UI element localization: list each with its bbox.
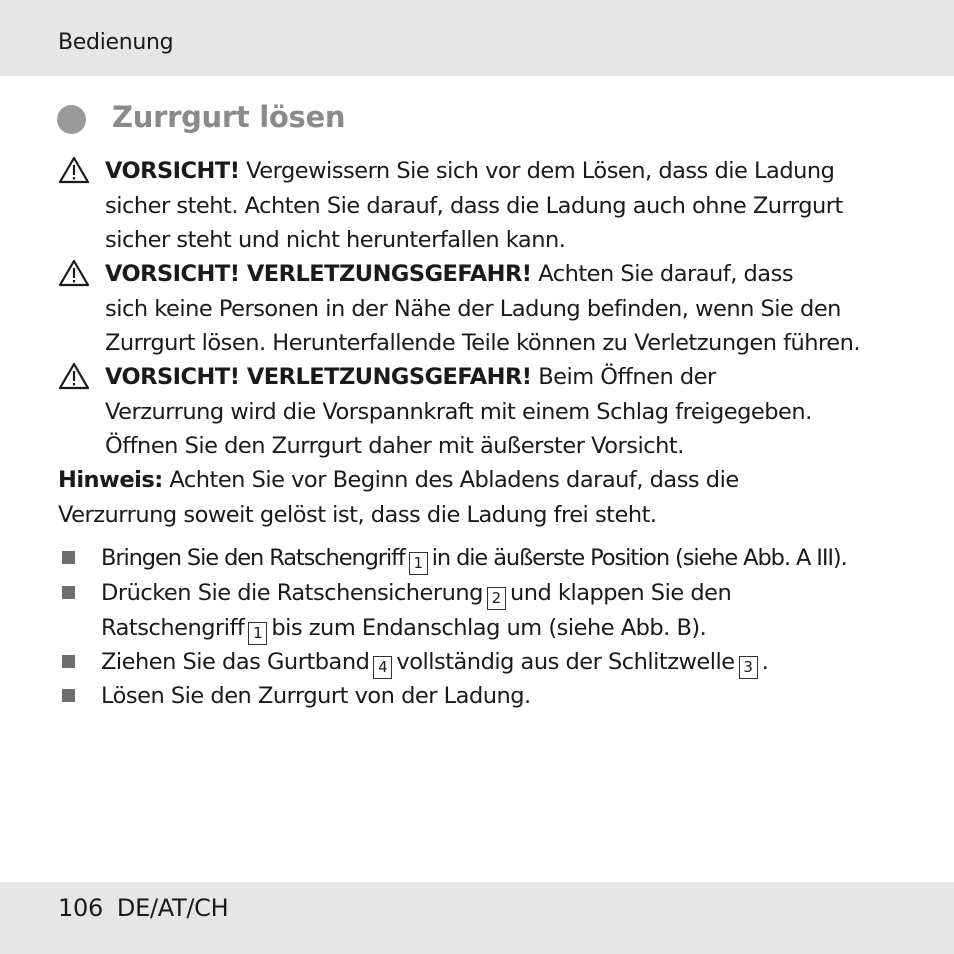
warning-block-2 xyxy=(105,257,905,361)
figure-ref: 2 xyxy=(487,587,506,610)
note-text: Achten Sie vor Beginn des Abladens darauf, dass die xyxy=(169,467,739,493)
warning-block-3 xyxy=(105,360,905,464)
list-bullet-icon xyxy=(62,655,75,668)
page-number: 106 xyxy=(58,894,103,922)
warning-triangle-icon xyxy=(58,156,90,184)
section-label: Bedienung xyxy=(58,30,174,55)
warning-text: sicher steht und nicht herunterfallen kann. xyxy=(105,227,566,253)
step-text: . xyxy=(761,649,769,675)
figure-ref: 4 xyxy=(373,656,392,679)
warning-text: sicher steht. Achten Sie darauf, dass die Ladung auch ohne Zurrgurt xyxy=(105,192,843,219)
step-text: vollständig aus der Schlitzwelle xyxy=(396,649,735,675)
warning-label: VORSICHT! VERLETZUNGSGEFAHR! xyxy=(105,261,532,287)
warning-text: Achten Sie darauf, dass xyxy=(538,261,794,287)
warning-triangle-icon xyxy=(58,259,90,287)
list-bullet-icon xyxy=(62,689,75,702)
warning-label: VORSICHT! VERLETZUNGSGEFAHR! xyxy=(105,364,532,390)
warning-text: Öffnen Sie den Zurrgurt daher mit äußerster Vorsicht. xyxy=(105,433,684,459)
step-text: und klappen Sie den xyxy=(509,580,732,606)
footer xyxy=(58,894,228,922)
figure-ref: 3 xyxy=(739,656,758,679)
list-item xyxy=(101,679,901,714)
note-label: Hinweis: xyxy=(58,467,163,493)
warning-text: sich keine Personen in der Nähe der Ladung befinden, wenn Sie den xyxy=(105,295,841,322)
step-text: bis zum Endanschlag um (siehe Abb. B). xyxy=(271,614,707,641)
step-text: Drücken Sie die Ratschensicherung xyxy=(101,580,483,606)
warning-text: Beim Öffnen der xyxy=(538,364,716,390)
note-block xyxy=(58,463,908,532)
warning-text: Zurrgurt lösen. Herunterfallende Teile können zu Verletzungen führen. xyxy=(105,330,861,356)
list-item xyxy=(101,645,901,680)
step-text: in die äußerste Position (siehe Abb. A III). xyxy=(431,545,847,571)
locale-label: DE/AT/CH xyxy=(116,894,229,922)
step-text: Ratschengriff xyxy=(101,614,245,641)
figure-ref: 1 xyxy=(248,622,267,645)
warning-triangle-icon xyxy=(58,362,90,390)
page-title: Zurrgurt lösen xyxy=(112,100,346,134)
warning-block-1 xyxy=(105,154,905,258)
step-text: Ziehen Sie das Gurtband xyxy=(101,649,370,675)
warning-text: Verzurrung wird die Vorspannkraft mit einem Schlag freigegeben. xyxy=(105,398,812,425)
list-item xyxy=(101,576,901,645)
figure-ref: 1 xyxy=(409,552,428,575)
note-text: Verzurrung soweit gelöst ist, dass die Ladung frei steht. xyxy=(58,501,657,528)
list-item xyxy=(101,541,901,576)
list-bullet-icon xyxy=(62,551,75,564)
title-bullet-icon xyxy=(57,105,86,134)
list-bullet-icon xyxy=(62,586,75,599)
step-text: Bringen Sie den Ratschengriff xyxy=(101,545,405,571)
warning-text: Vergewissern Sie sich vor dem Lösen, dass die Ladung xyxy=(246,158,835,184)
warning-label: VORSICHT! xyxy=(105,158,240,184)
step-text: Lösen Sie den Zurrgurt von der Ladung. xyxy=(101,683,531,709)
